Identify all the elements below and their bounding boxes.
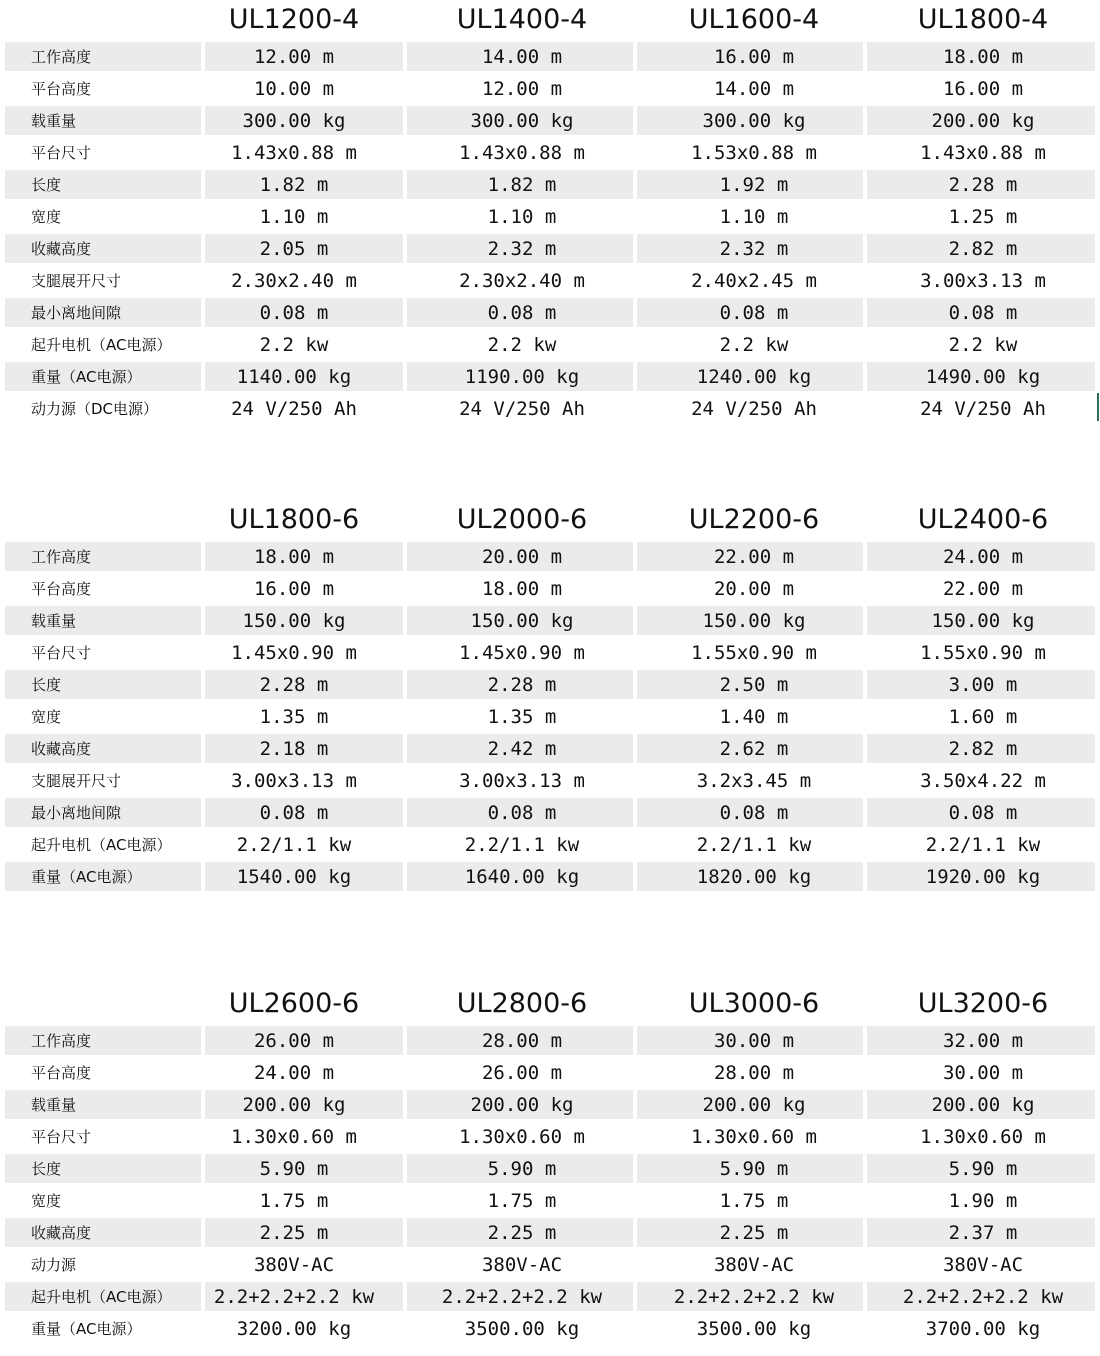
- spec-label: 载重量: [31, 612, 77, 630]
- spec-label: 起升电机（AC电源）: [31, 336, 172, 354]
- spec-label: 载重量: [31, 112, 77, 130]
- spec-label: 支腿展开尺寸: [31, 272, 122, 290]
- table-row: [5, 1216, 1095, 1248]
- model-name: UL1800-6: [228, 504, 360, 535]
- spec-value: 2.2/1.1 kw: [696, 834, 812, 856]
- spec-value: 1.82 m: [487, 174, 557, 196]
- spec-label: 工作高度: [31, 548, 92, 566]
- spec-value: 1.53x0.88 m: [691, 142, 817, 164]
- spec-value: 1.55x0.90 m: [920, 642, 1046, 664]
- spec-value: 1.60 m: [948, 706, 1018, 728]
- spec-value: 3.00x3.13 m: [459, 770, 585, 792]
- table-row: [5, 1184, 1095, 1216]
- spec-value: 1190.00 kg: [464, 366, 580, 388]
- spec-label: 起升电机（AC电源）: [31, 1288, 172, 1306]
- model-name: UL2600-6: [228, 988, 360, 1019]
- model-name: UL1600-4: [688, 4, 820, 35]
- spec-label: 工作高度: [31, 1032, 92, 1050]
- model-name: UL2000-6: [456, 504, 588, 535]
- spec-value: 12.00 m: [481, 78, 563, 100]
- spec-value: 300.00 kg: [470, 110, 574, 132]
- table-row: [5, 328, 1095, 360]
- spec-value: 1.75 m: [487, 1190, 557, 1212]
- table-row: [5, 104, 1095, 136]
- spec-value: 24.00 m: [942, 546, 1024, 568]
- table-row: [5, 136, 1095, 168]
- table-row: [5, 72, 1095, 104]
- spec-label: 动力源（DC电源）: [31, 400, 159, 418]
- table-row: [5, 1248, 1095, 1280]
- spec-value: 26.00 m: [481, 1062, 563, 1084]
- spec-label: 收藏高度: [31, 240, 92, 258]
- spec-value: 3.00x3.13 m: [231, 770, 357, 792]
- spec-value: 1820.00 kg: [696, 866, 812, 888]
- spec-value: 2.30x2.40 m: [459, 270, 585, 292]
- spec-value: 150.00 kg: [931, 610, 1035, 632]
- spec-label: 平台高度: [31, 80, 92, 98]
- spec-value: 2.25 m: [259, 1222, 329, 1244]
- spec-value: 18.00 m: [481, 578, 563, 600]
- spec-value: 24 V/250 Ah: [459, 398, 585, 420]
- table-row: [5, 860, 1095, 892]
- spec-value: 0.08 m: [259, 802, 329, 824]
- spec-value: 1.43x0.88 m: [920, 142, 1046, 164]
- table-row: [5, 40, 1095, 72]
- spec-value: 3700.00 kg: [925, 1318, 1041, 1340]
- spec-value: 24 V/250 Ah: [691, 398, 817, 420]
- spec-value: 1.35 m: [259, 706, 329, 728]
- spec-value: 1.30x0.60 m: [459, 1126, 585, 1148]
- spec-rows: [5, 1024, 1095, 1344]
- spec-value: 300.00 kg: [242, 110, 346, 132]
- spec-value: 380V-AC: [253, 1254, 335, 1276]
- spec-label: 重量（AC电源）: [31, 368, 142, 386]
- spec-value: 200.00 kg: [242, 1094, 346, 1116]
- spec-label: 平台尺寸: [31, 1128, 92, 1146]
- spec-value: 2.32 m: [487, 238, 557, 260]
- table-row: [5, 1152, 1095, 1184]
- spec-value: 2.2 kw: [719, 334, 789, 356]
- spec-value: 0.08 m: [259, 302, 329, 324]
- spec-value: 2.62 m: [719, 738, 789, 760]
- spec-label: 最小离地间隙: [31, 804, 122, 822]
- table-row: [5, 572, 1095, 604]
- spec-value: 1.45x0.90 m: [231, 642, 357, 664]
- spec-label: 工作高度: [31, 48, 92, 66]
- spec-label: 平台高度: [31, 580, 92, 598]
- spec-value: 2.2 kw: [487, 334, 557, 356]
- spec-label: 宽度: [31, 1192, 62, 1210]
- table-row: [5, 604, 1095, 636]
- spec-value: 16.00 m: [713, 46, 795, 68]
- spec-value: 16.00 m: [253, 578, 335, 600]
- table-row: [5, 1056, 1095, 1088]
- table-row: [5, 1088, 1095, 1120]
- spec-value: 1.82 m: [259, 174, 329, 196]
- spec-value: 1.30x0.60 m: [231, 1126, 357, 1148]
- spec-value: 24 V/250 Ah: [920, 398, 1046, 420]
- spec-value: 1920.00 kg: [925, 866, 1041, 888]
- table-row: [5, 360, 1095, 392]
- spec-value: 30.00 m: [713, 1030, 795, 1052]
- spec-value: 2.50 m: [719, 674, 789, 696]
- spec-value: 0.08 m: [487, 302, 557, 324]
- spec-label: 载重量: [31, 1096, 77, 1114]
- table-row: [5, 392, 1095, 424]
- spec-value: 3500.00 kg: [696, 1318, 812, 1340]
- spec-value: 1.10 m: [719, 206, 789, 228]
- spec-value: 0.08 m: [487, 802, 557, 824]
- spec-value: 200.00 kg: [470, 1094, 574, 1116]
- table-row: [5, 764, 1095, 796]
- spec-value: 3200.00 kg: [236, 1318, 352, 1340]
- table-row: [5, 828, 1095, 860]
- table-row: [5, 636, 1095, 668]
- spec-value: 2.2+2.2+2.2 kw: [213, 1286, 375, 1308]
- table-row: [5, 1280, 1095, 1312]
- spec-value: 1.75 m: [259, 1190, 329, 1212]
- model-name: UL2800-6: [456, 988, 588, 1019]
- spec-label: 支腿展开尺寸: [31, 772, 122, 790]
- spec-value: 1.75 m: [719, 1190, 789, 1212]
- spec-value: 380V-AC: [942, 1254, 1024, 1276]
- spec-value: 3.00x3.13 m: [920, 270, 1046, 292]
- model-name: UL3000-6: [688, 988, 820, 1019]
- spec-table-2: [5, 500, 1095, 892]
- spec-value: 2.2 kw: [259, 334, 329, 356]
- spec-value: 5.90 m: [948, 1158, 1018, 1180]
- spec-value: 1540.00 kg: [236, 866, 352, 888]
- spec-value: 2.42 m: [487, 738, 557, 760]
- spec-value: 150.00 kg: [702, 610, 806, 632]
- spec-value: 150.00 kg: [242, 610, 346, 632]
- spec-value: 28.00 m: [481, 1030, 563, 1052]
- spec-value: 5.90 m: [719, 1158, 789, 1180]
- spec-value: 380V-AC: [713, 1254, 795, 1276]
- spec-value: 1.30x0.60 m: [691, 1126, 817, 1148]
- spec-value: 1640.00 kg: [464, 866, 580, 888]
- spec-rows: [5, 40, 1095, 424]
- spec-value: 1.45x0.90 m: [459, 642, 585, 664]
- spec-value: 1240.00 kg: [696, 366, 812, 388]
- spec-value: 20.00 m: [713, 578, 795, 600]
- spec-value: 2.2/1.1 kw: [464, 834, 580, 856]
- table-row: [5, 540, 1095, 572]
- spec-value: 1.43x0.88 m: [231, 142, 357, 164]
- spec-value: 1.10 m: [487, 206, 557, 228]
- spec-value: 1.90 m: [948, 1190, 1018, 1212]
- spec-value: 20.00 m: [481, 546, 563, 568]
- spec-value: 0.08 m: [948, 302, 1018, 324]
- table-row: [5, 796, 1095, 828]
- spec-value: 380V-AC: [481, 1254, 563, 1276]
- spec-value: 300.00 kg: [702, 110, 806, 132]
- model-name: UL1400-4: [456, 4, 588, 35]
- spec-value: 14.00 m: [481, 46, 563, 68]
- spec-value: 2.18 m: [259, 738, 329, 760]
- spec-label: 起升电机（AC电源）: [31, 836, 172, 854]
- spec-value: 2.05 m: [259, 238, 329, 260]
- table-row: [5, 264, 1095, 296]
- spec-value: 1.92 m: [719, 174, 789, 196]
- spec-value: 2.82 m: [948, 738, 1018, 760]
- table-row: [5, 200, 1095, 232]
- spec-value: 3.00 m: [948, 674, 1018, 696]
- spec-value: 2.2/1.1 kw: [925, 834, 1041, 856]
- spec-value: 2.2+2.2+2.2 kw: [441, 1286, 603, 1308]
- model-name: UL2400-6: [917, 504, 1049, 535]
- spec-value: 2.37 m: [948, 1222, 1018, 1244]
- spec-label: 重量（AC电源）: [31, 1320, 142, 1338]
- spec-value: 1.43x0.88 m: [459, 142, 585, 164]
- spec-value: 200.00 kg: [931, 1094, 1035, 1116]
- model-name: UL2200-6: [688, 504, 820, 535]
- spec-value: 5.90 m: [259, 1158, 329, 1180]
- spec-value: 24.00 m: [253, 1062, 335, 1084]
- spec-value: 18.00 m: [253, 546, 335, 568]
- spec-value: 16.00 m: [942, 78, 1024, 100]
- spec-value: 22.00 m: [942, 578, 1024, 600]
- spec-value: 2.2+2.2+2.2 kw: [902, 1286, 1064, 1308]
- spec-label: 最小离地间隙: [31, 304, 122, 322]
- spec-value: 14.00 m: [713, 78, 795, 100]
- edge-mark: [1097, 393, 1099, 421]
- spec-value: 3.2x3.45 m: [696, 770, 812, 792]
- spec-value: 22.00 m: [713, 546, 795, 568]
- model-name: UL1200-4: [228, 4, 360, 35]
- spec-value: 1.10 m: [259, 206, 329, 228]
- spec-value: 26.00 m: [253, 1030, 335, 1052]
- spec-value: 2.25 m: [719, 1222, 789, 1244]
- spec-value: 200.00 kg: [931, 110, 1035, 132]
- spec-value: 200.00 kg: [702, 1094, 806, 1116]
- spec-label: 收藏高度: [31, 740, 92, 758]
- spec-value: 10.00 m: [253, 78, 335, 100]
- spec-value: 1.40 m: [719, 706, 789, 728]
- table-row: [5, 168, 1095, 200]
- spec-table-3: [5, 984, 1095, 1344]
- spec-value: 1490.00 kg: [925, 366, 1041, 388]
- spec-value: 0.08 m: [719, 302, 789, 324]
- spec-value: 5.90 m: [487, 1158, 557, 1180]
- table-row: [5, 232, 1095, 264]
- spec-value: 2.40x2.45 m: [691, 270, 817, 292]
- spec-label: 宽度: [31, 708, 62, 726]
- spec-value: 3500.00 kg: [464, 1318, 580, 1340]
- model-header: [5, 500, 1095, 540]
- spec-label: 收藏高度: [31, 1224, 92, 1242]
- spec-value: 3.50x4.22 m: [920, 770, 1046, 792]
- spec-label: 平台尺寸: [31, 644, 92, 662]
- spec-value: 150.00 kg: [470, 610, 574, 632]
- table-row: [5, 1312, 1095, 1344]
- spec-value: 1.55x0.90 m: [691, 642, 817, 664]
- spec-value: 24 V/250 Ah: [231, 398, 357, 420]
- model-name: UL1800-4: [917, 4, 1049, 35]
- model-header: [5, 984, 1095, 1024]
- spec-value: 2.2/1.1 kw: [236, 834, 352, 856]
- spec-rows: [5, 540, 1095, 892]
- spec-value: 1.25 m: [948, 206, 1018, 228]
- model-name: UL3200-6: [917, 988, 1049, 1019]
- spec-label: 动力源: [31, 1256, 77, 1274]
- spec-label: 重量（AC电源）: [31, 868, 142, 886]
- table-row: [5, 296, 1095, 328]
- model-header: [5, 0, 1095, 40]
- spec-value: 32.00 m: [942, 1030, 1024, 1052]
- spec-value: 2.28 m: [948, 174, 1018, 196]
- table-row: [5, 1024, 1095, 1056]
- spec-label: 长度: [31, 676, 62, 694]
- spec-label: 长度: [31, 176, 62, 194]
- spec-value: 2.28 m: [259, 674, 329, 696]
- spec-value: 30.00 m: [942, 1062, 1024, 1084]
- table-row: [5, 1120, 1095, 1152]
- table-row: [5, 700, 1095, 732]
- table-row: [5, 668, 1095, 700]
- spec-value: 1.30x0.60 m: [920, 1126, 1046, 1148]
- spec-table-1: [5, 0, 1095, 424]
- spec-value: 2.2+2.2+2.2 kw: [673, 1286, 835, 1308]
- spec-value: 2.2 kw: [948, 334, 1018, 356]
- spec-value: 0.08 m: [948, 802, 1018, 824]
- table-row: [5, 732, 1095, 764]
- spec-label: 平台尺寸: [31, 144, 92, 162]
- spec-value: 2.82 m: [948, 238, 1018, 260]
- spec-value: 2.25 m: [487, 1222, 557, 1244]
- spec-value: 28.00 m: [713, 1062, 795, 1084]
- spec-value: 18.00 m: [942, 46, 1024, 68]
- spec-label: 长度: [31, 1160, 62, 1178]
- spec-value: 0.08 m: [719, 802, 789, 824]
- spec-label: 平台高度: [31, 1064, 92, 1082]
- spec-value: 12.00 m: [253, 46, 335, 68]
- spec-value: 1140.00 kg: [236, 366, 352, 388]
- spec-label: 宽度: [31, 208, 62, 226]
- spec-value: 2.30x2.40 m: [231, 270, 357, 292]
- spec-value: 1.35 m: [487, 706, 557, 728]
- spec-value: 2.28 m: [487, 674, 557, 696]
- spec-value: 2.32 m: [719, 238, 789, 260]
